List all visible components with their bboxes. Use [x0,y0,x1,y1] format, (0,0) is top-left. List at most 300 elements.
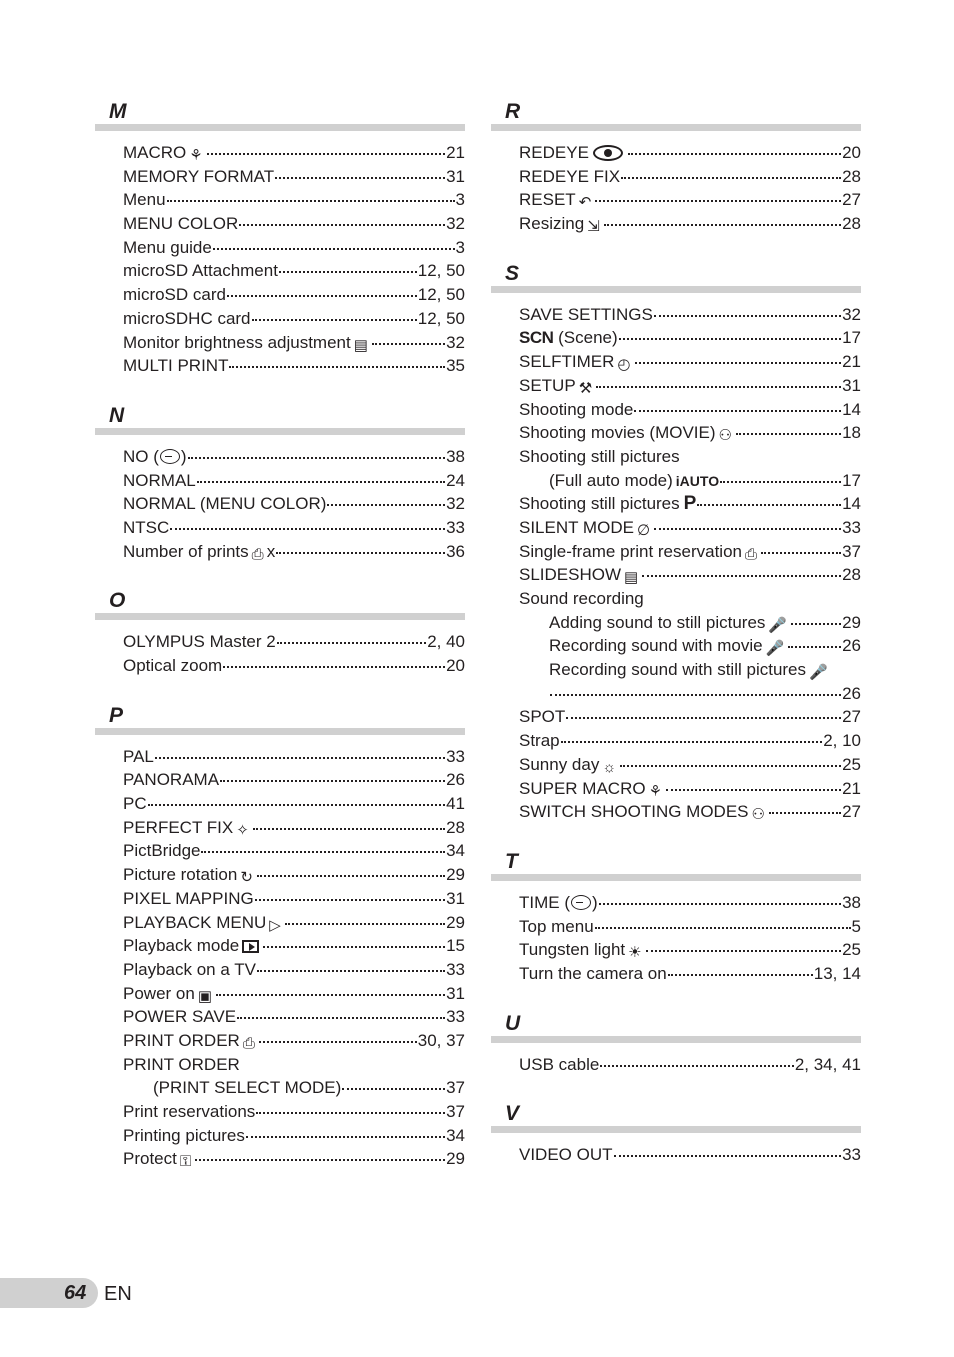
page-reference: 28 [842,166,861,186]
page-reference: 2, 10 [823,731,861,751]
index-entry [123,188,465,212]
page-reference: 12, 50 [417,285,465,305]
entry-list [95,620,465,677]
entry-text: Menu [123,190,166,210]
section-letter: M [109,100,127,123]
index-entry [519,729,861,753]
index-entry [519,303,861,327]
dot-leader [342,1088,445,1090]
section-letter: S [505,261,520,285]
entry-text: SWITCH SHOOTING MODES [519,802,749,822]
entry-text: SUPER MACRO [519,778,646,798]
entry-label [519,445,680,469]
entry-label [123,141,206,165]
page-reference: 31 [446,166,465,186]
entry-text: PRINT ORDER [123,1030,240,1050]
page-reference: 21 [446,143,465,162]
dot-leader [207,153,445,155]
dot-leader [327,504,445,506]
index-entry [519,469,861,493]
dot-leader [148,804,445,806]
entry-label [549,658,831,682]
entry-text: Playback on a TV [123,959,256,979]
section-letter: N [109,403,125,427]
entry-label [549,634,787,658]
index-entry [519,611,861,635]
entry-label [519,165,620,189]
section-header [95,100,465,131]
page-reference: 26 [446,770,465,790]
entry-label [519,587,644,611]
page-reference: 37 [446,1102,465,1121]
page-reference: 38 [842,892,861,912]
entry-label [519,350,634,374]
entry-label [123,259,278,283]
page-reference: 30, 37 [417,1030,465,1050]
entry-text: PANORAMA [123,770,220,790]
dot-leader [720,481,841,483]
entry-text: VIDEO OUT [519,1145,613,1165]
section-letter: R [505,100,521,123]
sun-icon: ☼ [602,758,617,776]
entry-text: Turn the camera on [519,963,667,983]
index-entry [519,962,861,986]
index-section-t [491,850,861,1012]
dot-leader [263,946,445,948]
page-reference: 25 [842,754,861,774]
entry-text: Picture rotation [123,865,238,885]
perfect-fix-icon: ✧ [236,821,249,839]
index-entry [123,982,465,1006]
section-header [491,262,861,293]
dot-leader [252,319,417,321]
page-reference: 13, 14 [813,963,861,983]
entry-label [519,962,667,986]
entry-label [519,492,696,516]
entry-text: Single-frame print reservation [519,541,742,561]
entry-text: PC [123,794,147,814]
entry-label [123,958,256,982]
switch-modes-icon: ⚇ [751,806,765,824]
entry-text: PRINT ORDER [123,1054,240,1074]
index-section-p [95,704,465,1197]
index-entry [519,516,861,540]
entry-text: microSDHC card [123,308,251,328]
entry-text: Number of prints [123,541,249,561]
index-entry [123,816,465,840]
entry-text: Shooting still pictures [519,446,680,466]
page-reference: 33 [446,746,465,766]
page-reference: 14 [842,494,861,514]
entry-text: SPOT [519,707,566,727]
entry-label [123,212,238,236]
entry-label [123,188,166,212]
index-entry [123,654,465,678]
entry-label [153,1076,341,1100]
dot-leader [167,200,455,202]
page-reference: 37 [446,1078,465,1098]
dot-leader [197,481,445,483]
entry-text: Sunny day [519,754,600,774]
page-reference: 20 [446,656,465,675]
page-reference: 21 [842,352,861,372]
section-header [491,850,861,881]
page-reference: 34 [446,841,465,861]
index-entry [519,753,861,777]
language-code: EN [104,1283,132,1305]
index-entry [123,934,465,958]
page-reference: 27 [842,190,861,210]
entry-text: Shooting mode [519,399,634,419]
entry-label [123,654,222,678]
silent-icon: ∅ [636,521,651,539]
entry-list [491,131,861,236]
entry-text: PLAYBACK MENU [123,912,267,932]
entry-text: MENU COLOR [123,214,239,234]
print-icon: ⎙ [744,545,757,563]
entry-label [123,469,196,493]
index-column-left [95,100,465,1197]
index-entry [123,516,465,540]
resize-icon: ⇲ [587,218,600,236]
index-section-n [95,404,465,589]
entry-label [519,516,653,540]
page-reference: 33 [446,1007,465,1027]
entry-text: Monitor brightness adjustment [123,332,351,352]
section-spacer [95,563,465,589]
entry-label [519,891,598,915]
dot-leader [600,1065,794,1067]
page-reference: 12, 50 [417,261,465,281]
entry-text: Recording sound with movie [549,636,763,656]
playback-menu-icon: ▷ [269,916,281,934]
entry-text: Playback mode [123,936,240,956]
page-reference: 33 [842,517,861,537]
entry-label [123,1053,240,1077]
dot-leader [201,851,445,853]
mic-icon: 🎤 [809,664,828,682]
page-reference: 18 [842,423,861,443]
entry-text: Tungsten light [519,940,626,960]
index-entry [123,863,465,887]
dot-leader [188,457,446,459]
entry-label [123,887,254,911]
entry-label [549,469,719,494]
dot-leader [259,1041,417,1043]
index-entry [519,658,861,682]
section-letter: P [109,703,124,727]
dot-leader [654,528,841,530]
dot-leader [155,757,445,759]
dot-leader [229,366,445,368]
entry-text: MULTI PRINT [123,356,229,376]
entry-label [123,236,212,260]
macro-icon: ⚘ [189,147,203,164]
index-entry [123,331,465,355]
entry-label [123,165,274,189]
page-reference: 17 [842,328,861,348]
index-entry [123,792,465,816]
dot-leader [372,343,445,345]
entry-list [491,1133,861,1167]
entry-text: MEMORY FORMAT [123,166,275,186]
index-entry [123,469,465,493]
index-entry [123,236,465,260]
dot-leader [769,812,841,814]
entry-label [519,777,665,801]
entry-text: Shooting movies (MOVIE) [519,423,716,443]
page-reference: 29 [446,1149,465,1169]
entry-text: PERFECT FIX [123,817,234,837]
entry-label [519,141,627,165]
index-entry [519,1143,861,1167]
page-reference: 14 [842,399,861,419]
dot-leader [285,923,445,925]
entry-label [123,745,154,769]
reset-icon: ↶ [578,194,592,212]
entry-text: NORMAL (MENU COLOR) [123,494,327,514]
dot-leader [256,1112,445,1114]
entry-suffix: ) [592,892,598,912]
dot-leader [668,974,813,976]
entry-label [123,492,326,516]
index-entry [519,398,861,422]
dot-leader [595,200,841,202]
entry-text: Power on [123,983,195,1003]
section-spacer [491,1076,861,1102]
index-entry [519,141,861,165]
entry-label [519,188,594,212]
clock-icon [160,449,180,464]
entry-text: microSD card [123,285,226,305]
index-section-r [491,100,861,262]
program-mode-label: P [683,493,697,515]
entry-text: (PRINT SELECT MODE) [153,1078,342,1098]
index-column-right [491,100,861,1193]
entry-text: SILENT MODE [519,517,634,537]
index-entry [123,354,465,378]
page-reference: 17 [842,470,861,490]
index-entry [519,777,861,801]
entry-label [123,331,371,355]
dot-leader [255,899,445,901]
entry-label [519,540,760,564]
dot-leader [561,741,823,743]
selftimer-icon: ◴ [617,356,631,374]
page-reference: 41 [446,794,465,814]
dot-leader [621,177,841,179]
play-icon [242,940,259,953]
entry-text: Strap [519,731,560,751]
index-entry [123,307,465,331]
entry-label [519,398,633,422]
entry-label [123,911,284,935]
index-entry [519,540,861,564]
dot-leader [646,950,841,952]
entry-text: (Scene) [558,328,618,348]
movie-icon: ⚇ [718,427,732,445]
page-number: 64 [64,1282,87,1304]
dot-leader [550,694,841,696]
entry-label [519,212,603,236]
entry-suffix: x [266,541,276,561]
entry-text: OLYMPUS Master 2 [123,632,276,652]
entry-list [95,735,465,1171]
page-reference: 21 [842,778,861,798]
entry-text: NORMAL [123,470,196,490]
mic-icon: 🎤 [768,616,788,634]
entry-label [123,1147,194,1171]
entry-text: REDEYE [519,143,589,162]
index-entry [519,212,861,236]
index-entry [123,1053,465,1077]
section-spacer [491,986,861,1012]
section-spacer [95,1171,465,1197]
index-entry [519,188,861,212]
entry-label [123,1124,245,1148]
entry-text: SELFTIMER [519,352,615,372]
dot-leader [595,927,851,929]
page-reference: 31 [446,888,465,908]
entry-text: Shooting still pictures [519,494,680,514]
dot-leader [666,789,841,791]
dot-leader [599,903,841,905]
dot-leader [736,433,841,435]
entry-text: REDEYE FIX [519,166,621,186]
dot-leader [642,575,841,577]
page-reference: 29 [446,912,465,932]
entry-text: Protect [123,1149,177,1169]
entry-label [519,753,619,777]
page-reference: 31 [446,983,465,1003]
entry-label [123,516,169,540]
entry-list [95,435,465,563]
page-reference: 15 [446,936,465,956]
entry-text: SAVE SETTINGS [519,304,653,324]
scn-label: SCN [519,328,554,348]
index-entry [123,768,465,792]
page-reference: 29 [446,865,465,885]
entry-label [123,792,147,816]
eye-icon [593,145,623,161]
entry-text: NO ( [123,446,159,466]
section-spacer [491,236,861,262]
index-entry [519,682,861,706]
entry-text: PAL [123,746,154,766]
index-entry [123,1076,465,1100]
dot-leader [170,528,445,530]
entry-label [123,863,256,887]
entry-text: PictBridge [123,841,201,861]
index-entry [123,630,465,654]
dot-leader [620,765,841,767]
setup-icon: ⚒ [578,379,593,397]
section-letter: T [505,849,518,873]
entry-text: MACRO [123,143,187,162]
tungsten-icon: ☀ [628,944,642,962]
entry-text: SETUP [519,375,576,395]
entry-label [123,354,228,378]
dot-leader [654,315,841,317]
page-reference: 3 [455,237,465,257]
dot-leader [697,504,841,506]
dot-leader [791,623,841,625]
entry-label [123,982,215,1006]
entry-text: Print reservations [123,1102,256,1121]
entry-text: Menu guide [123,237,212,257]
index-entry [123,745,465,769]
dot-leader [253,828,445,830]
index-entry [519,421,861,445]
index-entry [123,283,465,307]
index-entry [123,1147,465,1171]
section-letter: O [109,589,126,613]
entry-list [491,293,861,824]
page-reference: 20 [842,143,861,162]
entry-label [123,283,226,307]
page-reference: 32 [446,214,465,234]
entry-label [123,1005,236,1029]
index-entry [123,141,465,165]
entry-text: Resizing [519,214,585,234]
dot-leader [788,646,841,648]
entry-label [519,1143,613,1167]
index-entry [519,800,861,824]
entry-text: PIXEL MAPPING [123,888,254,908]
dot-leader [619,338,841,340]
page-reference: 32 [842,304,861,324]
page-reference: 33 [446,517,465,537]
page-reference: 3 [455,190,465,210]
index-entry [123,1005,465,1029]
dot-leader [634,410,841,412]
dot-leader [257,875,445,877]
index-entry [123,958,465,982]
section-letter: U [505,1011,521,1035]
page-reference: 28 [842,214,861,234]
page-reference: 32 [446,494,465,514]
entry-label [519,915,594,939]
page-reference: 37 [842,541,861,561]
index-entry [519,492,861,516]
entry-label [519,1053,599,1077]
section-spacer [491,824,861,850]
index-entry [519,634,861,658]
index-entry [519,705,861,729]
section-header [491,1102,861,1133]
dot-leader [628,153,841,155]
print-icon: ⎙ [251,545,264,563]
index-entry [123,1124,465,1148]
entry-label [123,839,200,863]
page-reference: 28 [446,817,465,837]
index-entry [123,259,465,283]
index-entry [123,540,465,564]
mic-icon: 🎤 [765,640,785,658]
iauto-label: iAUTO [675,472,720,489]
page-reference: 35 [446,356,465,376]
index-entry [123,212,465,236]
entry-label [519,326,618,350]
entry-label [123,1029,258,1053]
dot-leader [275,177,445,179]
page-reference: 38 [446,446,465,466]
entry-label [123,816,252,840]
section-header [491,100,861,131]
index-entry [519,445,861,469]
dot-leader [277,642,426,644]
section-spacer [491,1167,861,1193]
